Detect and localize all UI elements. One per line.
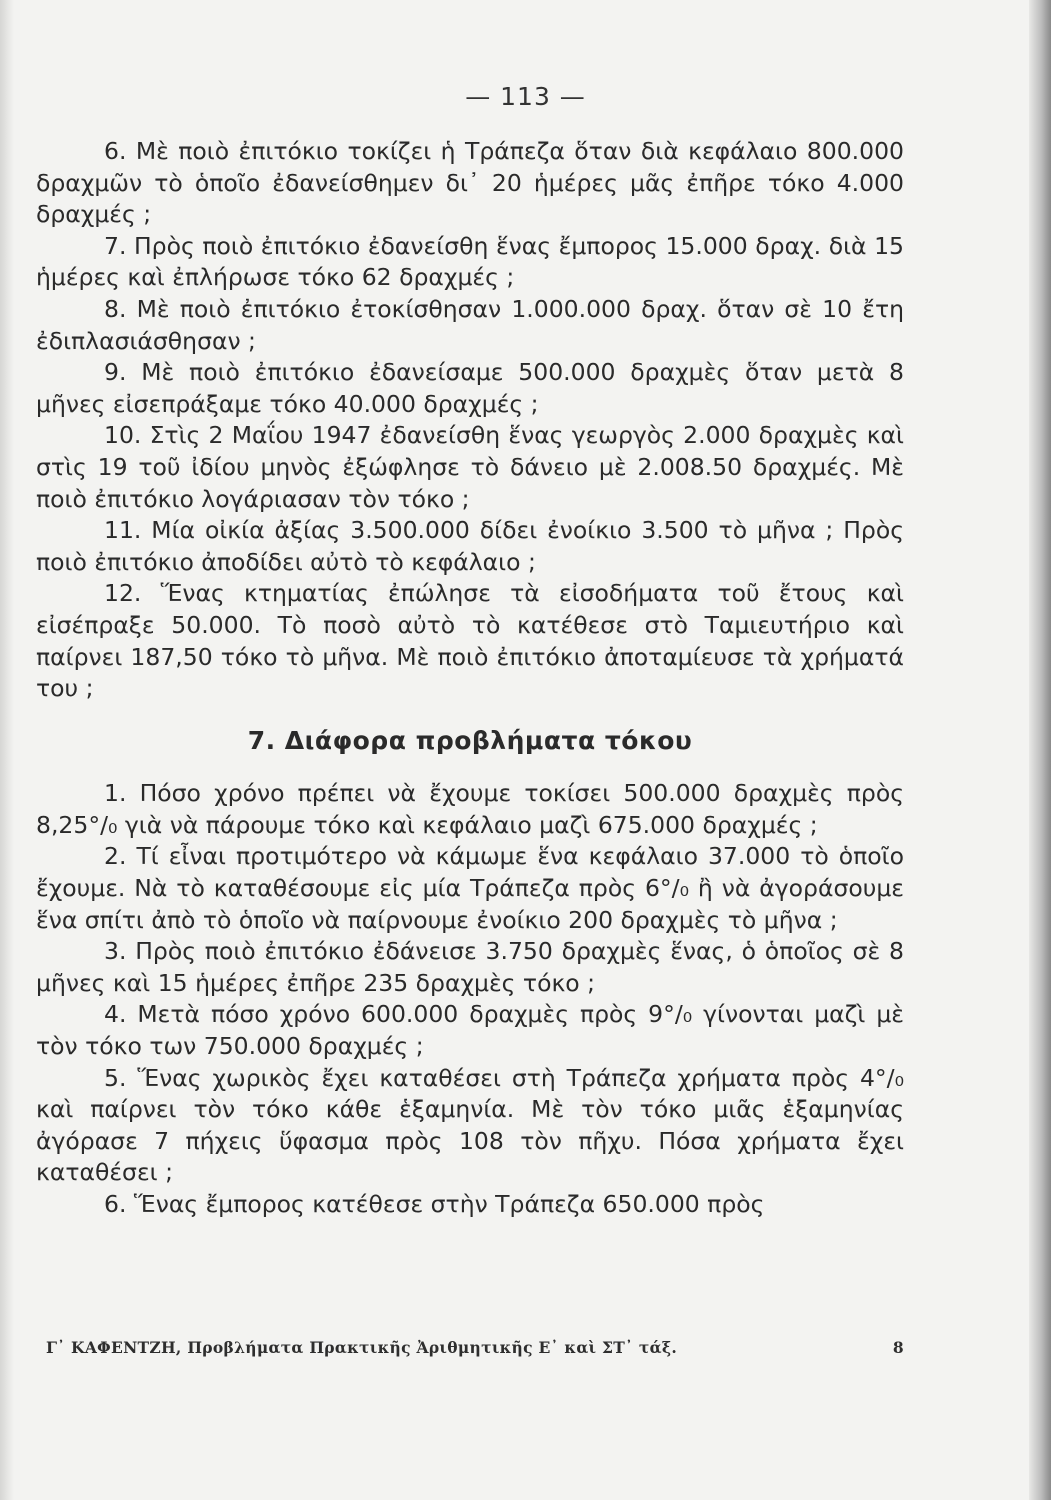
page-shadow-right — [1029, 0, 1051, 1500]
page-shadow-left — [0, 0, 14, 1500]
exercise-paragraph: 12. Ἕνας κτηματίας ἐπώλησε τὰ εἰσοδήματα τοῦ ἔτους καὶ εἰσέπραξε 50.000. Τὸ ποσὸ αὐτὸ τὸ κατέθεσε στὸ Ταμιευτήριο καὶ παίρνει 187,50 τόκο τὸ μῆνα. Μὲ ποιὸ ἐπιτόκιο ἀποταμίευσε τὰ χρήματά του ; — [36, 579, 904, 703]
footer-book-title: Γ᾽ ΚΑΦΕΝΤΖΗ, Προβλήματα Πρακτικῆς Ἀριθμητικῆς Ε᾽ καὶ ΣΤ᾽ τάξ. — [46, 1338, 678, 1357]
exercise-paragraph: 5. Ἕνας χωρικὸς ἔχει καταθέσει στὴ Τράπεζα χρήματα πρὸς 4°/₀ καὶ παίρνει τὸν τόκο κάθε ἑξαμηνία. Μὲ τὸν τόκο μιᾶς ἑξαμηνίας ἀγόρασε 7 πήχεις ὕφασμα πρὸς 108 τὸν πῆχυ. Πόσα χρήματα ἔχει καταθέσει ; — [36, 1063, 904, 1187]
section-heading: 7. Διάφορα προβλήματα τόκου — [247, 725, 693, 755]
exercise-paragraph: 7. Πρὸς ποιὸ ἐπιτόκιο ἐδανείσθη ἕνας ἔμπορος 15.000 δραχ. διὰ 15 ἡμέρες καὶ ἐπλήρωσε τόκο 62 δραχμές ; — [36, 231, 904, 292]
exercise-paragraph: 11. Μία οἰκία ἀξίας 3.500.000 δίδει ἐνοίκιο 3.500 τὸ μῆνα ; Πρὸς ποιὸ ἐπιτόκιο ἀποδίδει αὐτὸ τὸ κεφάλαιο ; — [36, 516, 904, 576]
page-number: — 113 — — [465, 82, 586, 111]
exercise-paragraph: 3. Πρὸς ποιὸ ἐπιτόκιο ἐδάνεισε 3.750 δραχμὲς ἕνας, ὁ ὁποῖος σὲ 8 μῆνες καὶ 15 ἡμέρες ἐπῆρε 235 δραχμὲς τόκο ; — [36, 937, 904, 997]
exercise-paragraph: 6. Ἕνας ἔμπορος κατέθεσε στὴν Τράπεζα 650.000 πρὸς — [104, 1190, 765, 1218]
exercise-paragraph: 9. Μὲ ποιὸ ἐπιτόκιο ἐδανείσαμε 500.000 δραχμὲς ὅταν μετὰ 8 μῆνες εἰσεπράξαμε τόκο 40.000 δραχμές ; — [36, 358, 904, 418]
exercise-paragraph: 6. Μὲ ποιὸ ἐπιτόκιο τοκίζει ἡ Τράπεζα ὅταν διὰ κεφάλαιο 800.000 δραχμῶν τὸ ὁποῖο ἐδανείσθημεν δι᾽ 20 ἡμέρες μᾶς ἐπῆρε τόκο 4.000 δραχμές ; — [36, 137, 904, 229]
page-body — [36, 136, 904, 1221]
exercise-paragraph: 1. Πόσο χρόνο πρέπει νὰ ἔχουμε τοκίσει 500.000 δραχμὲς πρὸς 8,25°/₀ γιὰ νὰ πάρουμε τόκο καὶ κεφάλαιο μαζὶ 675.000 δραχμές ; — [36, 779, 904, 839]
exercise-paragraph: 4. Μετὰ πόσο χρόνο 600.000 δραχμὲς πρὸς 9°/₀ γίνονται μαζὶ μὲ τὸν τόκο των 750.000 δραχμές ; — [36, 1000, 904, 1061]
exercise-paragraph: 8. Μὲ ποιὸ ἐπιτόκιο ἐτοκίσθησαν 1.000.000 δραχ. ὅταν σὲ 10 ἔτη ἐδιπλασιάσθησαν ; — [36, 294, 904, 355]
page-footer — [46, 1338, 904, 1357]
exercise-paragraph: 2. Τί εἶναι προτιμότερο νὰ κάμωμε ἕνα κεφάλαιο 37.000 τὸ ὁποῖο ἔχουμε. Νὰ τὸ καταθέσουμε εἰς μία Τράπεζα πρὸς 6°/₀ ἢ νὰ ἀγοράσουμε ἕνα σπίτι ἀπὸ τὸ ὁποῖο νὰ παίρνουμε ἐνοίκιο 200 δραχμὲς τὸ μῆνα ; — [36, 842, 904, 934]
exercise-paragraph: 10. Στὶς 2 Μαΐου 1947 ἐδανείσθη ἕνας γεωργὸς 2.000 δραχμὲς καὶ στὶς 19 τοῦ ἰδίου μηνὸς ἐξώφλησε τὸ δάνειο μὲ 2.008.50 δραχμές. Μὲ ποιὸ ἐπιτόκιο λογάριασαν τὸν τόκο ; — [36, 421, 904, 513]
footer-signature-mark: 8 — [892, 1338, 904, 1357]
